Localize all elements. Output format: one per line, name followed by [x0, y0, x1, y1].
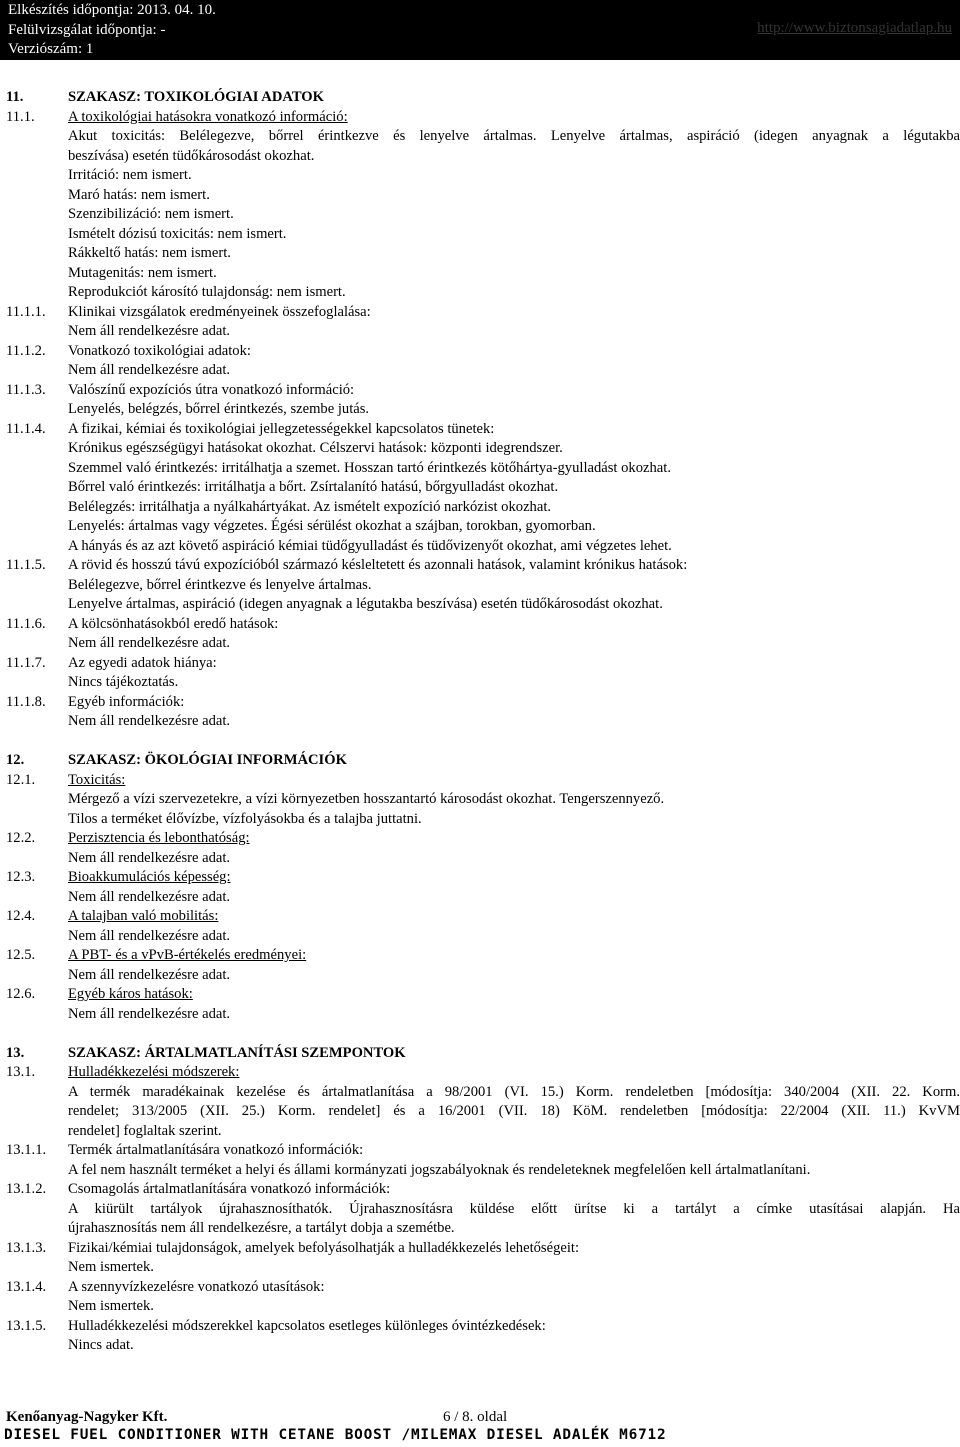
text-line	[0, 127, 960, 147]
text: Nem áll rendelkezésre adat.	[68, 1005, 231, 1022]
subsection-12-4	[0, 907, 960, 927]
subsection-title: Hulladékkezelési módszerek:	[68, 1064, 240, 1080]
text-line	[0, 1219, 960, 1239]
text: Mérgező a vízi szervezetekre, a vízi környezetben hosszantartó károsodást okozhat. Tengerszennyező.	[68, 791, 665, 807]
text-line	[0, 849, 960, 869]
subsection-title: Egyéb káros hatások:	[68, 986, 193, 1002]
text: A fel nem használt terméket a helyi és állami kormányzati jogszabályoknak és rendeleteknek megfelelően kell ártalmatlanítani.	[68, 1161, 811, 1178]
text: Irritáció: nem ismert.	[68, 167, 192, 183]
subsection-title: Hulladékkezelési módszerekkel kapcsolatos esetleges különleges óvintézkedések:	[68, 1317, 546, 1334]
subsection-number: 12.6.	[6, 986, 36, 1002]
subsection-title: Csomagolás ártalmatlanítására vonatkozó információk:	[68, 1181, 391, 1197]
text: Maró hatás: nem ismert.	[68, 186, 210, 203]
text-line	[0, 322, 960, 342]
text: Nem áll rendelkezésre adat.	[68, 966, 231, 983]
text: rendelet; 313/2005 (XII. 25.) Korm. rendelet] és a 16/2001 (VII. 18) KöM. rendeletben [módosítja: 22/2004 (XII. 11.) KvVM	[68, 1103, 960, 1119]
subsection-number: 11.1.7.	[6, 654, 46, 671]
text: Lenyelve ártalmas, aspiráció (idegen anyagnak a légutakba beszívása) esetén tüdőkárosodást okozhat.	[68, 596, 663, 612]
subsection-12-3	[0, 868, 960, 888]
section-13-heading	[0, 1044, 960, 1064]
page-number: 6 / 8. oldal	[443, 1409, 508, 1425]
subsection-title: Egyéb információk:	[68, 693, 185, 710]
subsection-title: A talajban való mobilitás:	[68, 908, 219, 924]
subsection-title: A toxikológiai hatásokra vonatkozó információ:	[68, 108, 348, 125]
text-line	[0, 966, 960, 986]
subsection-12-6	[0, 985, 960, 1005]
text-line	[0, 927, 960, 947]
subsection-number: 11.1.2.	[6, 342, 46, 359]
subsection-number: 11.1.	[6, 108, 35, 125]
text-line	[0, 225, 960, 245]
text-line	[0, 244, 960, 264]
text-line	[0, 1258, 960, 1278]
subsection-number: 13.1.4.	[6, 1278, 47, 1295]
subsection-11-1-4	[0, 420, 960, 440]
subsection-title: Vonatkozó toxikológiai adatok:	[68, 342, 251, 359]
subsection-title: A fizikai, kémiai és toxikológiai jellegzetességekkel kapcsolatos tünetek:	[68, 420, 495, 437]
text: újrahasznosítás nem áll rendelkezésre, a tartályt dobja a szemétbe.	[68, 1220, 455, 1236]
subsection-11-1-3	[0, 381, 960, 401]
text-line	[0, 498, 960, 518]
text-line	[0, 478, 960, 498]
text: Krónikus egészségügyi hatásokat okozhat. Célszervi hatások: központi idegrendszer.	[68, 440, 563, 456]
subsection-title: Perzisztencia és lebonthatóság:	[68, 830, 250, 846]
text: Lenyelés: ártalmas vagy végzetes. Égési sérülést okozhat a szájban, torokban, gyomorban.	[68, 518, 596, 534]
subsection-title: Termék ártalmatlanítására vonatkozó információk:	[68, 1142, 364, 1158]
text-line	[0, 1122, 960, 1142]
text-line	[0, 673, 960, 693]
subsection-number: 12.2.	[6, 830, 36, 846]
subsection-number: 13.1.1.	[6, 1142, 47, 1158]
subsection-number: 11.1.5.	[6, 557, 46, 573]
subsection-title: A rövid és hosszú távú expozícióból származó késleltetett és azonnali hatások, valamint krónikus hatások:	[68, 557, 688, 573]
text-line	[0, 459, 960, 479]
text-line	[0, 166, 960, 186]
text-line	[0, 205, 960, 225]
text-line	[0, 1297, 960, 1317]
subsection-13-1-2	[0, 1180, 960, 1200]
document-header	[0, 0, 960, 60]
subsection-title: Az egyedi adatok hiánya:	[68, 654, 217, 671]
text: Nincs adat.	[68, 1337, 134, 1353]
text: Bőrrel való érintkezés: irritálhatja a bőrt. Zsírtalanító hatású, bőrgyulladást okozhat.	[68, 479, 559, 495]
subsection-11-1-5	[0, 556, 960, 576]
text-line	[0, 1005, 960, 1025]
subsection-11-1-7	[0, 654, 960, 674]
company-name: Kenőanyag-Nagyker Kft.	[6, 1409, 168, 1425]
document-body	[0, 88, 960, 1356]
subsection-13-1-5	[0, 1317, 960, 1337]
version-number: Verziószám: 1	[8, 41, 94, 57]
text-line	[0, 1200, 960, 1220]
text: Rákkeltő hatás: nem ismert.	[68, 245, 231, 261]
text: Nem áll rendelkezésre adat.	[68, 635, 231, 651]
text: Ismételt dózisú toxicitás: nem ismert.	[68, 225, 287, 242]
subsection-number: 12.1.	[6, 771, 36, 788]
subsection-12-1	[0, 771, 960, 791]
subsection-11-1	[0, 108, 960, 128]
text: Nem ismertek.	[68, 1298, 154, 1314]
subsection-number: 11.1.1.	[6, 303, 46, 320]
section-number: 12.	[6, 752, 25, 768]
section-number: 13.	[6, 1044, 25, 1061]
subsection-number: 11.1.8.	[6, 693, 46, 710]
subsection-number: 13.1.2.	[6, 1181, 47, 1197]
subsection-title: Toxicitás:	[68, 771, 126, 788]
subsection-number: 12.4.	[6, 908, 36, 924]
text-line	[0, 634, 960, 654]
subsection-number: 12.5.	[6, 947, 36, 963]
text: Mutagenitás: nem ismert.	[68, 264, 217, 281]
text-line	[0, 810, 960, 830]
text-line	[0, 712, 960, 732]
section-number: 11.	[6, 89, 24, 105]
text-line	[0, 147, 960, 167]
text-line	[0, 595, 960, 615]
subsection-number: 11.1.4.	[6, 420, 46, 437]
text: Nem áll rendelkezésre adat.	[68, 323, 231, 339]
text-line	[0, 361, 960, 381]
text: Szenzibilizáció: nem ismert.	[68, 206, 234, 222]
text-line	[0, 439, 960, 459]
text: beszívása) esetén tüdőkárosodást okozhat.	[68, 147, 315, 164]
text: Nem áll rendelkezésre adat.	[68, 713, 231, 729]
subsection-13-1-4	[0, 1278, 960, 1298]
section-title: SZAKASZ: TOXIKOLÓGIAI ADATOK	[68, 89, 325, 105]
subsection-title: A kölcsönhatásokból eredő hatások:	[68, 615, 279, 632]
subsection-11-1-6	[0, 615, 960, 635]
subsection-number: 11.1.6.	[6, 615, 46, 632]
text: Szemmel való érintkezés: irritálhatja a szemet. Hosszan tartó érintkezés kötőhártya-gyulladást okozhat.	[68, 459, 671, 476]
prepared-date: Elkészítés időpontja: 2013. 04. 10.	[8, 2, 216, 18]
revision-date: Felülvizsgálat időpontja: -	[8, 21, 166, 38]
subsection-11-1-1	[0, 303, 960, 323]
section-11-heading	[0, 88, 960, 108]
section-title: SZAKASZ: ÖKOLÓGIAI INFORMÁCIÓK	[68, 752, 347, 768]
text: Lenyelés, belégzés, bőrrel érintkezés, szembe jutás.	[68, 401, 370, 417]
text: A hányás és az azt követő aspiráció kémiai tüdőgyulladást és tüdővizenyőt okozhat, ami végzetes lehet.	[68, 537, 672, 554]
document-footer	[0, 1407, 960, 1447]
subsection-number: 13.1.	[6, 1064, 36, 1080]
text: Nem ismertek.	[68, 1259, 154, 1275]
text: A kiürült tartályok újrahasznosíthatók. Újrahasznosításra küldése előtt ürítse ki a tartályt a címke utasításai alapján. Ha	[68, 1200, 960, 1217]
subsection-title: A PBT- és a vPvB-értékelés eredményei:	[68, 947, 307, 963]
subsection-number: 13.1.5.	[6, 1317, 47, 1334]
text-line	[0, 517, 960, 537]
text-line	[0, 888, 960, 908]
text: Nem áll rendelkezésre adat.	[68, 927, 231, 944]
text-line	[0, 1336, 960, 1356]
text-line	[0, 264, 960, 284]
subsection-11-1-2	[0, 342, 960, 362]
section-12-heading	[0, 751, 960, 771]
subsection-13-1-1	[0, 1141, 960, 1161]
subsection-13-1-3	[0, 1239, 960, 1259]
text: Nincs tájékoztatás.	[68, 674, 179, 690]
text: Nem áll rendelkezésre adat.	[68, 849, 231, 866]
subsection-number: 12.3.	[6, 869, 36, 885]
text-line	[0, 1161, 960, 1181]
text-line	[0, 400, 960, 420]
text: rendelet] foglaltak szerint.	[68, 1122, 222, 1139]
subsection-title: Bioakkumulációs képesség:	[68, 869, 231, 885]
text: Tilos a terméket élővízbe, vízfolyásokba és a talajba juttatni.	[68, 810, 422, 827]
text: Nem áll rendelkezésre adat.	[68, 362, 231, 378]
text-line	[0, 576, 960, 596]
text-line	[0, 1083, 960, 1103]
text: Reprodukciót károsító tulajdonság: nem ismert.	[68, 284, 346, 300]
text-line	[0, 1102, 960, 1122]
product-name: DIESEL FUEL CONDITIONER WITH CETANE BOOST /MILEMAX DIESEL ADALÉK M6712	[4, 1427, 667, 1443]
text-line	[0, 283, 960, 303]
text: Nem áll rendelkezésre adat.	[68, 888, 231, 905]
subsection-title: Klinikai vizsgálatok eredményeinek összefoglalása:	[68, 303, 371, 320]
subsection-12-2	[0, 829, 960, 849]
spacer	[0, 732, 960, 752]
text-line	[0, 790, 960, 810]
subsection-12-5	[0, 946, 960, 966]
subsection-title: Fizikai/kémiai tulajdonságok, amelyek befolyásolhatják a hulladékkezelés lehetőségeit:	[68, 1239, 580, 1256]
text: A termék maradékainak kezelése és ártalmatlanítása a 98/2001 (VI. 15.) Korm. rendeletben [módosítja: 340/2004 (XII. 22. Korm.	[68, 1083, 960, 1100]
subsection-11-1-8	[0, 693, 960, 713]
section-title: SZAKASZ: ÁRTALMATLANÍTÁSI SZEMPONTOK	[68, 1044, 406, 1061]
subsection-number: 11.1.3.	[6, 381, 46, 398]
subsection-title: A szennyvízkezelésre vonatkozó utasítások:	[68, 1278, 325, 1295]
text-line	[0, 186, 960, 206]
text: Belélegezve, bőrrel érintkezve és lenyelve ártalmas.	[68, 576, 372, 593]
text: Akut toxicitás: Belélegezve, bőrrel érintkezve és lenyelve ártalmas. Lenyelve ártalmas, aspiráció (idegen anyagnak a légutakba	[68, 128, 960, 144]
subsection-13-1	[0, 1063, 960, 1083]
text-line	[0, 537, 960, 557]
subsection-number: 13.1.3.	[6, 1239, 47, 1256]
subsection-title: Valószínű expozíciós útra vonatkozó információ:	[68, 381, 355, 398]
spacer	[0, 1024, 960, 1044]
website-link[interactable]: http://www.biztonsagiadatlap.hu	[757, 20, 952, 36]
text: Belélegzés: irritálhatja a nyálkahártyákat. Az ismételt expozíció narkózist okozhat.	[68, 498, 552, 515]
